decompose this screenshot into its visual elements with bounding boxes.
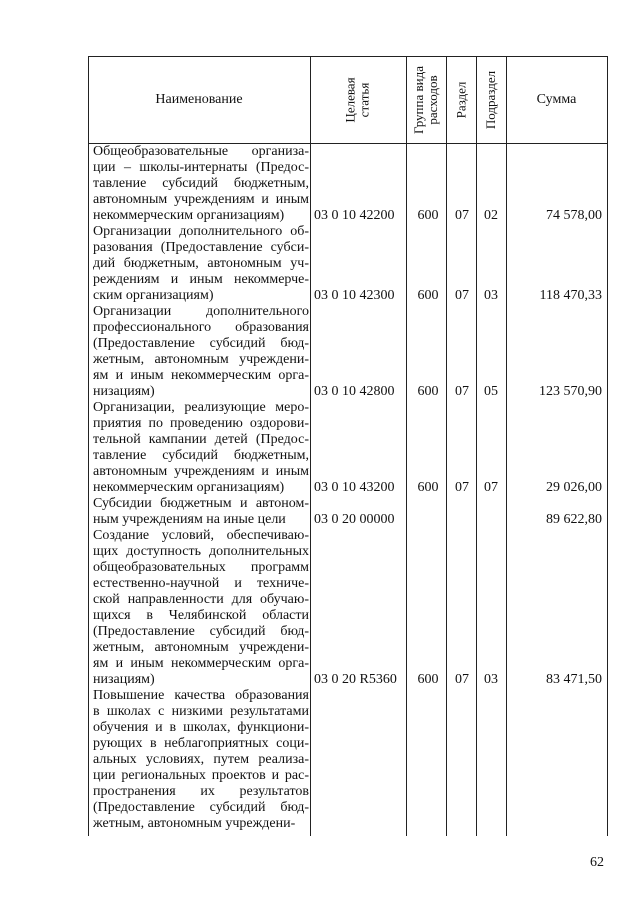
row-name-line: жетным, автономным учреждени- — [93, 816, 296, 831]
row-name-line: тельной кампании детей (Предос- — [93, 432, 309, 447]
row-name-line: Организации дополнительного — [93, 304, 309, 319]
row-name — [93, 528, 309, 688]
header-target-article — [310, 56, 406, 143]
row-section: 07 — [455, 384, 469, 399]
row-sum: 74 578,00 — [546, 208, 602, 223]
row-name-line: в школах с низкими результатами — [93, 704, 309, 719]
row-subsection: 03 — [484, 672, 498, 687]
row-name-line: ным учреждениям на иные цели — [93, 512, 286, 527]
header-target-line1: Целевая — [342, 76, 358, 123]
row-name — [93, 224, 309, 304]
row-name — [93, 304, 309, 400]
row-name-line: жетным, автономным учреждени- — [93, 352, 309, 367]
row-name-line: щих доступность дополнительных — [93, 544, 309, 559]
row-name-line: тавление субсидий бюджетным, — [93, 176, 309, 191]
row-name-line: дий бюджетным, автономным уч- — [93, 256, 309, 271]
row-name — [93, 688, 309, 832]
header-name: Наименование — [155, 91, 243, 107]
row-name-line: общеобразовательных программ — [93, 560, 309, 575]
row-name-line: Организации дополнительного об- — [93, 224, 309, 239]
header-target-line2: статья — [356, 82, 372, 117]
row-section: 07 — [455, 208, 469, 223]
row-name-line: ции региональных проектов и рас- — [93, 768, 309, 783]
row-subsection: 07 — [484, 480, 498, 495]
row-name-line: щихся в Челябинской области — [93, 608, 309, 623]
row-name-line: Повышение качества образования — [93, 688, 309, 703]
row-sum: 29 026,00 — [546, 480, 602, 495]
row-name — [93, 400, 309, 496]
header-expense-group — [406, 56, 446, 143]
row-name-line: ской направленности для обучаю- — [93, 592, 309, 607]
row-name-line: Общеобразовательные организа- — [93, 144, 309, 159]
row-section: 07 — [455, 288, 469, 303]
row-target-article: 03 0 10 43200 — [314, 480, 395, 495]
row-target-article: 03 0 10 42800 — [314, 384, 395, 399]
row-name-line: (Предоставление субсидий бюд- — [93, 624, 309, 639]
row-section: 07 — [455, 480, 469, 495]
row-target-article: 03 0 20 R5360 — [314, 672, 397, 687]
row-name-line: Организации, реализующие меро- — [93, 400, 309, 415]
row-name-line: (Предоставление субсидий бюд- — [93, 800, 309, 815]
row-name-line: профессионального образования — [93, 320, 309, 335]
row-subsection: 03 — [484, 288, 498, 303]
row-name-line: некоммерческим организациям) — [93, 480, 285, 495]
row-name-line: автономным учреждениям и иным — [93, 192, 309, 207]
row-name-line: (Предоставление субсидий бюд- — [93, 336, 309, 351]
budget-table — [88, 56, 608, 836]
row-target-article: 03 0 20 00000 — [314, 512, 395, 527]
row-sum: 83 471,50 — [546, 672, 602, 687]
table-row — [88, 496, 608, 528]
row-target-article: 03 0 10 42300 — [314, 288, 395, 303]
row-sum: 123 570,90 — [539, 384, 602, 399]
row-name-line: тавление субсидий бюджетным, — [93, 448, 309, 463]
row-section: 07 — [455, 672, 469, 687]
row-name — [93, 144, 309, 224]
row-name-line: ям и иным некоммерческим орга- — [93, 368, 309, 383]
row-name-line: автономным учреждениям и иным — [93, 464, 309, 479]
row-sum: 89 622,80 — [546, 512, 602, 527]
row-name-line: жетным, автономным учреждени- — [93, 640, 309, 655]
row-name-line: ям и иным некоммерческим орга- — [93, 656, 309, 671]
table-row — [88, 224, 608, 304]
row-name-line: обучения и в школах, функциони- — [93, 720, 309, 735]
row-name-line: некоммерческим организациям) — [93, 208, 285, 223]
row-target-article: 03 0 10 42200 — [314, 208, 395, 223]
row-name-line: разования (Предоставление субси- — [93, 240, 309, 255]
row-name-line: реждениям и иным некоммерче- — [93, 272, 309, 287]
row-subsection: 05 — [484, 384, 498, 399]
row-expense-group: 600 — [417, 208, 439, 223]
header-group-line1: Группа вида — [411, 65, 427, 134]
header-group-line2: расходов — [425, 74, 441, 125]
row-name-line: низациям) — [93, 672, 155, 687]
table-row — [88, 528, 608, 688]
row-expense-group: 600 — [417, 672, 439, 687]
row-name — [93, 496, 309, 528]
row-expense-group: 600 — [417, 480, 439, 495]
row-name-line: естественно-научной и техниче- — [93, 576, 309, 591]
header-section: Раздел — [453, 81, 468, 118]
row-name-line: пространения их результатов — [93, 784, 309, 799]
header-subsection: Подраздел — [483, 70, 499, 129]
table-row — [88, 400, 608, 496]
row-name-line: Субсидии бюджетным и автоном- — [93, 496, 309, 511]
row-name-line: рующих в неблагоприятных соци- — [93, 736, 309, 751]
row-name-line: альных условиях, путем реализа- — [93, 752, 309, 767]
row-expense-group: 600 — [417, 384, 439, 399]
row-subsection: 02 — [484, 208, 498, 223]
row-expense-group: 600 — [417, 288, 439, 303]
page-number: 62 — [590, 855, 604, 870]
row-sum: 118 470,33 — [539, 288, 602, 303]
row-name-line: низациям) — [93, 384, 155, 399]
row-name-line: Создание условий, обеспечиваю- — [93, 528, 309, 543]
header-sum: Сумма — [536, 91, 577, 107]
row-name-line: приятия по проведению оздорови- — [93, 416, 309, 431]
table-row — [88, 688, 608, 832]
row-name-line: ции – школы-интернаты (Предос- — [93, 160, 309, 175]
row-name-line: ским организациям) — [93, 288, 214, 303]
table-row — [88, 304, 608, 400]
table-row — [88, 144, 608, 224]
